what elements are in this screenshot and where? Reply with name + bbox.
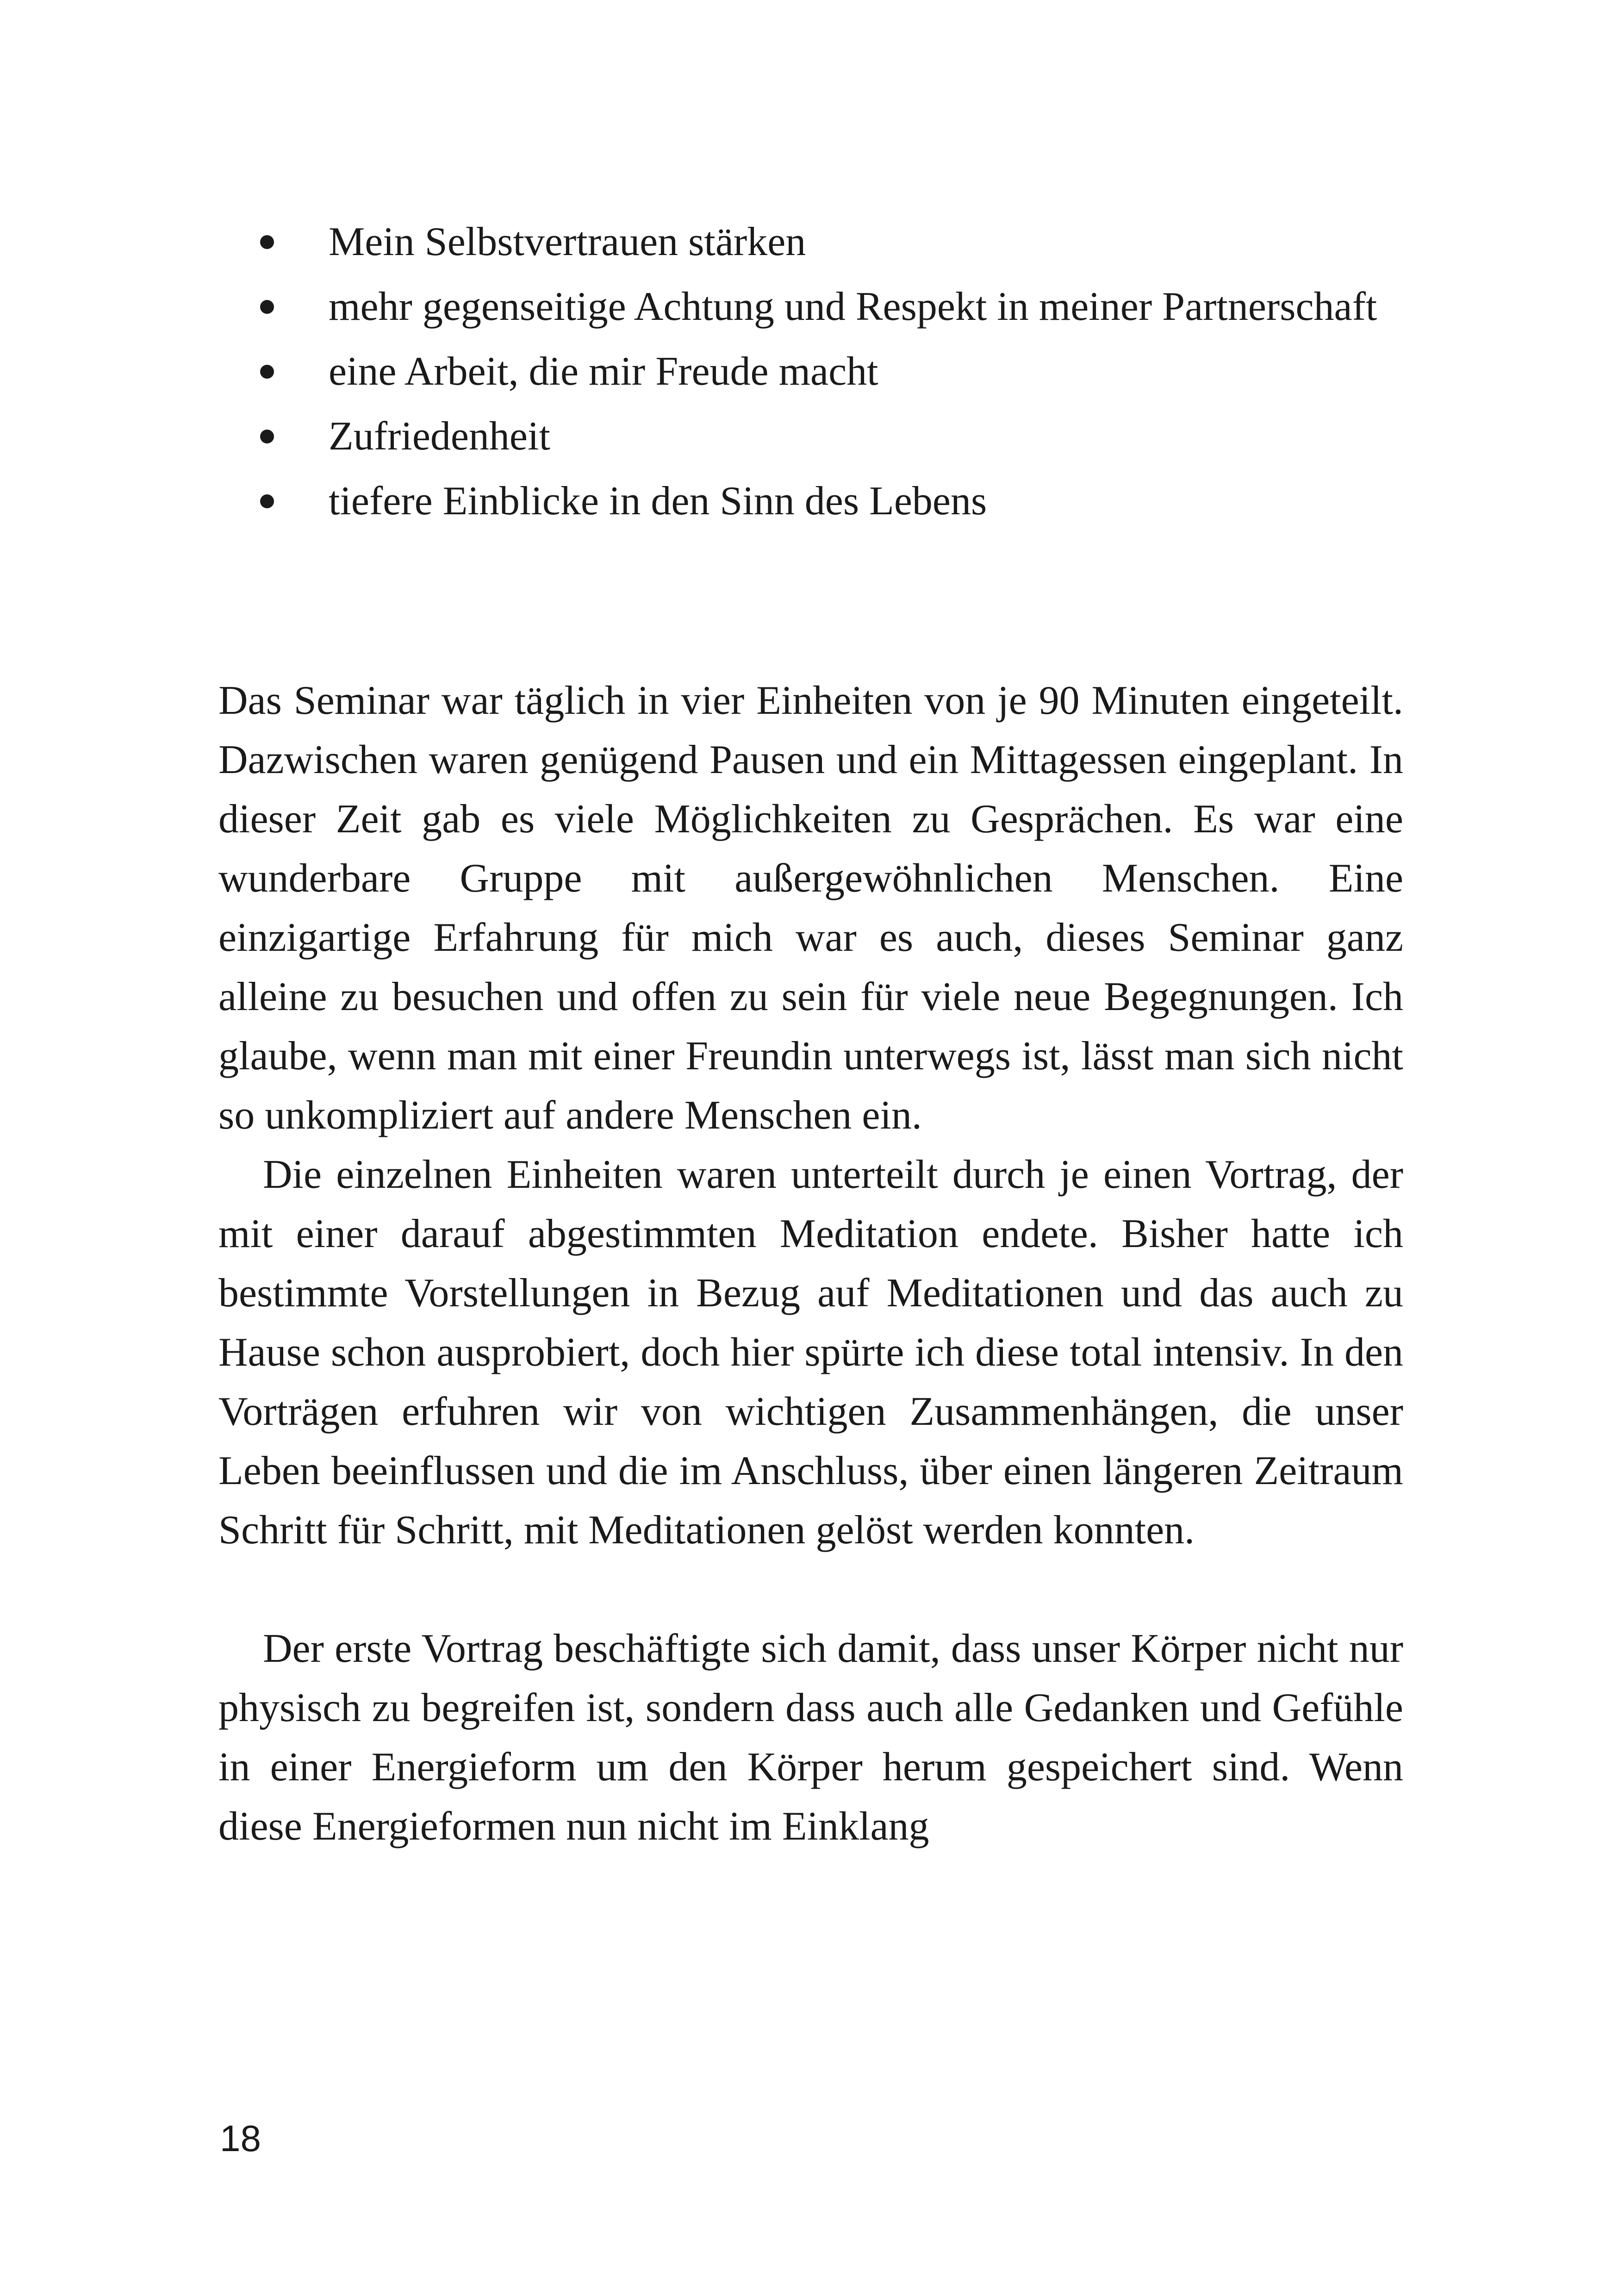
bullet-item: Mein Selbstvertrauen stärken	[259, 213, 1402, 271]
goals-bullet-list	[259, 213, 1402, 537]
paragraph-first-lecture: Der erste Vortrag beschäftigte sich damit, dass unser Körper nicht nur physisch zu begreifen ist, sondern dass auch alle Gedanken und Gefühle in einer Energieform um den Körper herum gespeichert sind. Wenn diese Energieformen nun nicht im Einklang	[218, 1626, 1403, 1849]
paragraph-units-meditation: Die einzelnen Einheiten waren unterteilt durch je einen Vortrag, der mit einer darauf abgestimmten Meditation endete. Bisher hatte ich bestimmte Vorstellungen in Bezug auf Meditationen und das auch zu Hause schon ausprobiert, doch hier spürte ich diese total intensiv. In den Vorträgen erfuhren wir von wichtigen Zusammenhängen, die unser Leben beeinflussen und die im Anschluss, über einen längeren Zeitraum Schritt für Schritt, mit Meditationen gelöst werden konnten.	[218, 1152, 1403, 1553]
bullet-item: eine Arbeit, die mir Freude macht	[259, 343, 1402, 401]
bullet-item: Zufriedenheit	[259, 407, 1402, 466]
body-text	[218, 671, 1403, 1856]
page-number: 18	[220, 2118, 261, 2159]
bullet-item: mehr gegenseitige Achtung und Respekt in meiner Partnerschaft	[259, 278, 1402, 336]
paragraph-seminar-schedule: Das Seminar war täglich in vier Einheiten von je 90 Minuten eingeteilt. Dazwischen waren genügend Pausen und ein Mittagessen eingeplant. In dieser Zeit gab es viele Möglichkeiten zu Gesprächen. Es war eine wunderbare Gruppe mit außergewöhnlichen Menschen. Eine einzigartige Erfahrung für mich war es auch, dieses Seminar ganz alleine zu besuchen und offen zu sein für viele neue Begegnungen. Ich glaube, wenn man mit einer Freundin unterwegs ist, lässt man sich nicht so unkompliziert auf andere Menschen ein.	[218, 678, 1403, 1138]
bullet-item: tiefere Einblicke in den Sinn des Lebens	[259, 472, 1402, 530]
